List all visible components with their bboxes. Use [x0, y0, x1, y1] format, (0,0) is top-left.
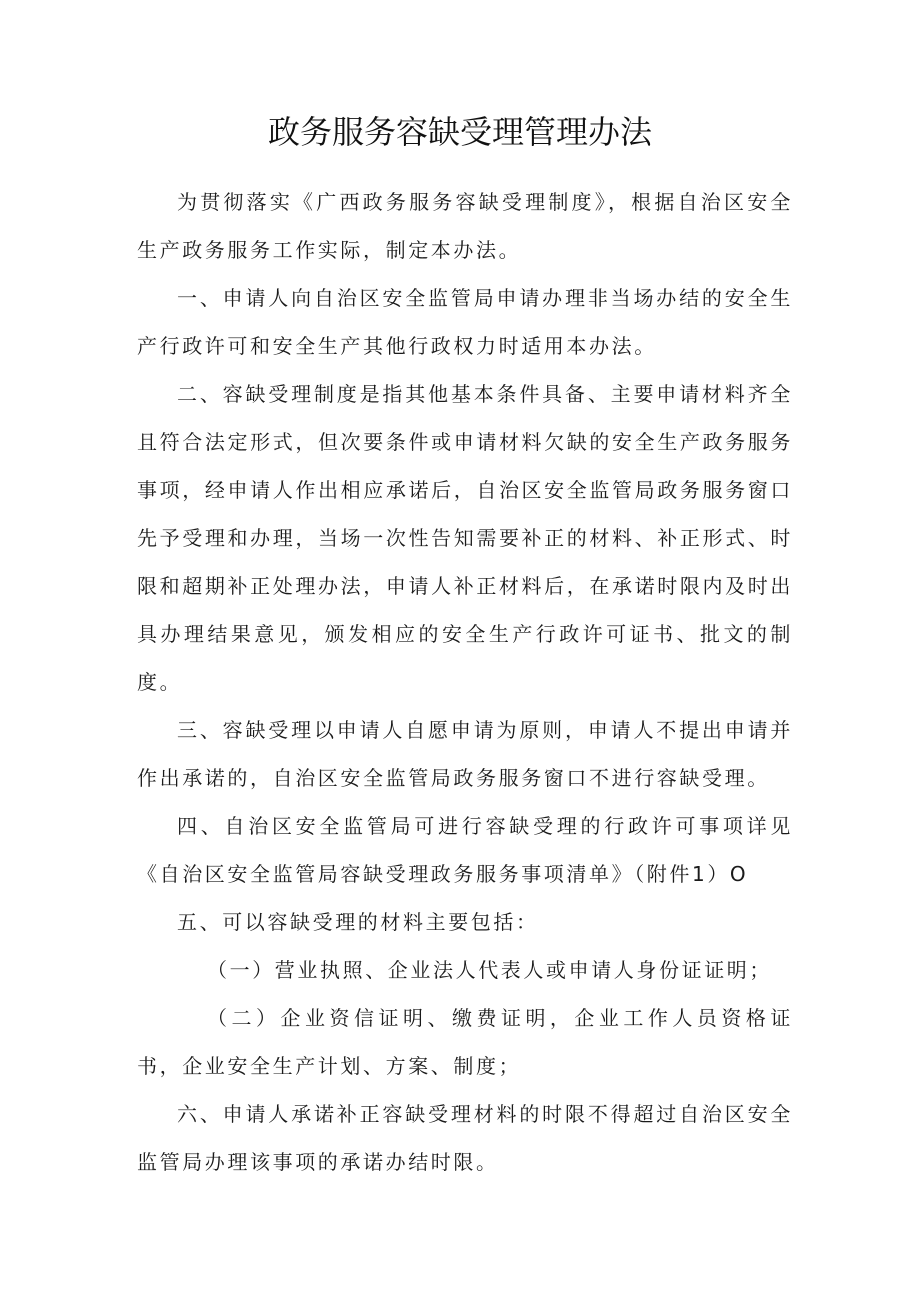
- article-6-paragraph: 六、申请人承诺补正容缺受理材料的时限不得超过自治区安全监管局办理该事项的承诺办结时限。: [137, 1102, 793, 1174]
- document-body: [137, 178, 793, 1186]
- article-5-item-2: （二）企业资信证明、缴费证明，企业工作人员资格证书，企业安全生产计划、方案、制度；: [137, 1006, 793, 1078]
- intro-paragraph: 为贯彻落实《广西政务服务容缺受理制度》，根据自治区安全生产政务服务工作实际，制定本办法。: [137, 190, 793, 262]
- article-3-paragraph: 三、容缺受理以申请人自愿申请为原则，申请人不提出申请并作出承诺的，自治区安全监管局政务服务窗口不进行容缺受理。: [137, 718, 793, 790]
- article-1-paragraph: 一、申请人向自治区安全监管局申请办理非当场办结的安全生产行政许可和安全生产其他行政权力时适用本办法。: [137, 286, 793, 358]
- article-5-item-1: （一）营业执照、企业法人代表人或申请人身份证证明；: [207, 958, 772, 982]
- article-4-paragraph: 四、自治区安全监管局可进行容缺受理的行政许可事项详见《自治区安全监管局容缺受理政务服务事项清单》（附件1）O: [137, 814, 793, 886]
- article-2-paragraph: 二、容缺受理制度是指其他基本条件具备、主要申请材料齐全且符合法定形式，但次要条件或申请材料欠缺的安全生产政务服务事项，经申请人作出相应承诺后，自治区安全监管局政务服务窗口先予受理和办理，当场一次性告知需要补正的材料、补正形式、时限和超期补正处理办法，申请人补正材料后，在承诺时限内及时出具办理结果意见，颁发相应的安全生产行政许可证书、批文的制度。: [137, 382, 793, 694]
- article-5-paragraph: 五、可以容缺受理的材料主要包括：: [177, 910, 539, 934]
- document-title: 政务服务容缺受理管理办法: [267, 113, 652, 151]
